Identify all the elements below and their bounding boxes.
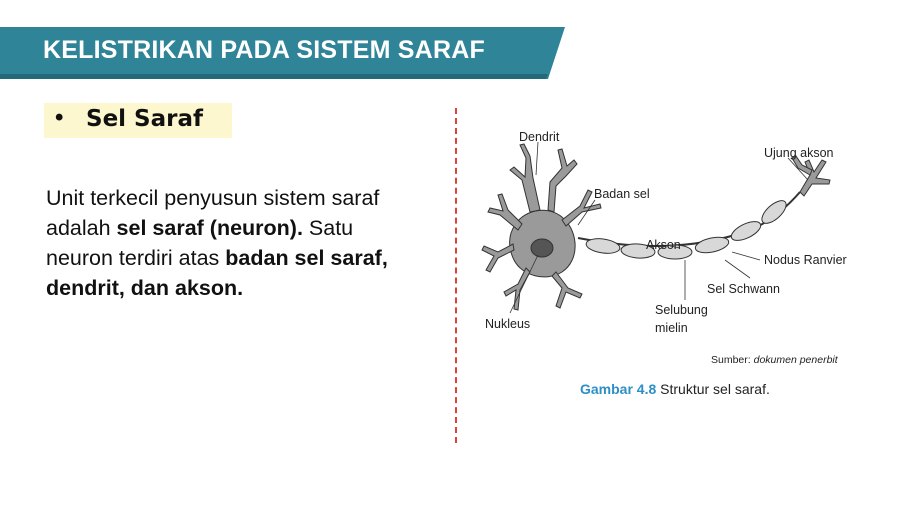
label-selubung: Selubung (655, 303, 708, 317)
label-dendrit: Dendrit (519, 130, 560, 144)
figure-source (711, 354, 838, 366)
body-text-1: Unit terkecil penyusun sistem saraf adalah (46, 186, 380, 240)
label-mielin: mielin (655, 321, 688, 335)
page-title: KELISTRIKAN PADA SISTEM SARAF (43, 36, 485, 64)
source-text: dokumen penerbit (753, 354, 838, 366)
label-badan-sel: Badan sel (594, 187, 650, 201)
source-prefix: Sumber: (711, 354, 754, 366)
body-bold-2: badan sel saraf, dendrit, dan akson. (46, 246, 388, 300)
label-nukleus: Nukleus (485, 317, 531, 331)
body-text-2: Satu neuron terdiri atas (46, 216, 354, 270)
label-akson: Akson (646, 238, 681, 252)
dashed-divider (455, 108, 457, 443)
label-sel-schwann: Sel Schwann (707, 282, 780, 296)
body-bold-1: sel saraf (neuron). (116, 216, 303, 240)
body-paragraph (46, 183, 426, 303)
caption-number: Gambar 4.8 (580, 381, 657, 397)
caption-text: Struktur sel saraf. (656, 381, 770, 397)
figure-caption (580, 381, 770, 397)
bullet-icon: • (55, 104, 64, 131)
section-heading: Sel Saraf (86, 106, 204, 132)
label-ujung-akson: Ujung akson (764, 146, 834, 160)
label-nodus-ranvier: Nodus Ranvier (764, 253, 847, 267)
